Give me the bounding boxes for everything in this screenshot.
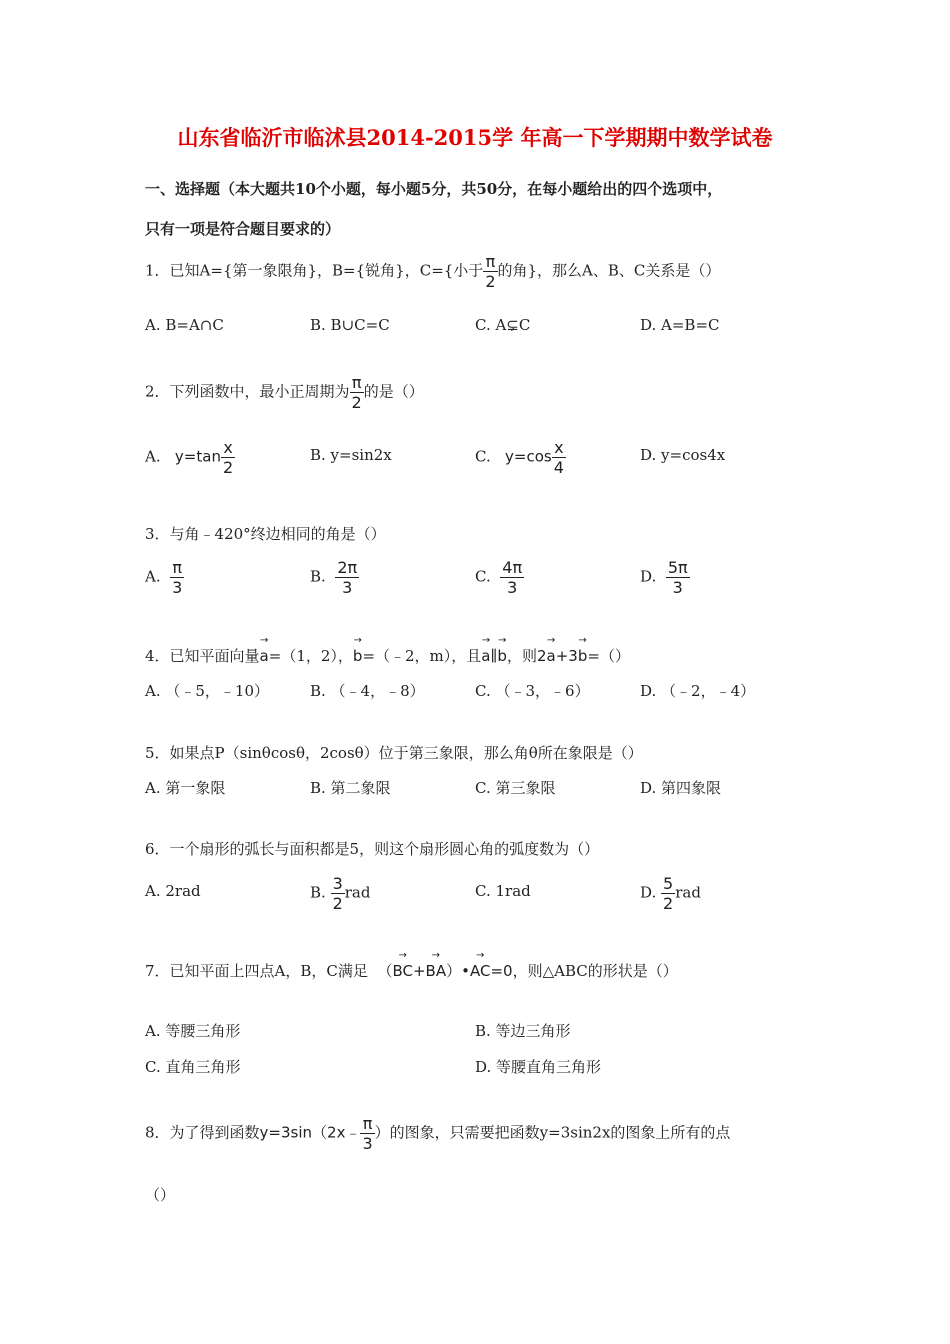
option-label: B. (310, 567, 326, 586)
coefficient: 2 (536, 647, 547, 665)
option-c (475, 438, 566, 477)
coefficient: +3 (555, 647, 578, 665)
option-d: D. y=cos4x (640, 446, 726, 464)
numerator: x (223, 438, 233, 457)
vector-a: → a (547, 647, 556, 665)
option-fraction (335, 558, 359, 597)
question-3: 3．与角﹣420°终边相同的角是（） (145, 525, 386, 543)
option-expr: y=cos (505, 447, 552, 466)
option-fraction (170, 558, 184, 597)
question-8-fraction (360, 1114, 374, 1153)
function-expr: y=3sin（2x﹣ (259, 1123, 361, 1142)
option-b: B. 等边三角形 (475, 1022, 571, 1040)
numerator: 2π (337, 558, 358, 577)
question-4-text: =（1，2）， (268, 647, 353, 665)
option-d: D. A=B=C (640, 316, 720, 334)
denominator: 3 (172, 578, 183, 597)
plus-sign: + (412, 962, 426, 980)
option-label: D. (640, 883, 657, 902)
question-7-text-end: ，则△ABC的形状是（） (512, 962, 678, 980)
unit: rad (344, 883, 371, 902)
section-heading: 一、选择题（本大题共10个小题，每小题5分，共50分，在每小题给出的四个选项中， (145, 180, 723, 198)
denominator: 3 (335, 577, 359, 597)
option-c: C. A⊊C (475, 316, 531, 334)
numerator: π (362, 1114, 373, 1133)
option-c: C. 第三象限 (475, 779, 556, 797)
numerator: 3 (332, 874, 343, 893)
paren-close-dot: ）• (446, 962, 470, 980)
option-b: B. 第二象限 (310, 779, 391, 797)
denominator: 2 (351, 393, 362, 412)
equals-zero: =0 (490, 962, 513, 980)
vector-a: → a (481, 647, 490, 665)
option-a: A. B=A∩C (145, 316, 224, 334)
option-a: A. （﹣5，﹣10） (145, 682, 269, 700)
question-6: 6．一个扇形的弧长与面积都是5，则这个扇形圆心角的弧度数为（） (145, 840, 600, 858)
option-a (145, 438, 235, 477)
option-fraction (661, 874, 675, 913)
option-c: C. 直角三角形 (145, 1058, 241, 1076)
option-label: A. (145, 447, 161, 466)
option-d: D. 等腰直角三角形 (475, 1058, 602, 1076)
function-expr-close: ） (374, 1123, 390, 1142)
denominator: 4 (553, 458, 564, 477)
vector-b: → b (353, 647, 363, 665)
question-7-text: 7．已知平面上四点A，B，C满足 (145, 962, 368, 980)
option-fraction (500, 558, 524, 597)
option-c (475, 558, 524, 597)
question-5: 5．如果点P（sinθcosθ，2cosθ）位于第三象限，那么角θ所在象限是（） (145, 744, 643, 762)
question-8-answer-paren: （） (145, 1186, 176, 1204)
option-label: C. (475, 447, 491, 466)
option-a: A. 第一象限 (145, 779, 226, 797)
numerator: x (554, 438, 564, 457)
question-2-fraction (350, 373, 364, 412)
option-expr: y=tan (174, 447, 221, 466)
numerator: π (172, 558, 183, 577)
vector-ba: → BA (426, 962, 447, 980)
denominator: 2 (332, 894, 343, 913)
denominator: 2 (485, 272, 496, 291)
denominator: 2 (222, 458, 234, 477)
question-7 (145, 960, 678, 981)
numerator: π (351, 373, 362, 392)
unit: rad (675, 883, 701, 902)
option-label: C. (475, 567, 491, 586)
question-4-text: =（﹣2，m），且 (362, 647, 482, 665)
question-2-text-end: 的是（） (363, 382, 424, 401)
option-label: B. (310, 883, 326, 902)
option-b: B. y=sin2x (310, 446, 392, 464)
numerator: π (485, 252, 496, 271)
option-d: D. 第四象限 (640, 779, 722, 797)
question-2 (145, 373, 424, 412)
option-label: A. (145, 567, 161, 586)
numerator: 5 (663, 874, 674, 893)
option-a (145, 558, 184, 597)
option-fraction (221, 438, 235, 477)
question-1-text-end: 的角}，那么A、B、C关系是（） (497, 261, 721, 280)
option-c: C. 1rad (475, 882, 531, 900)
question-2-text: 2．下列函数中，最小正周期为 (145, 382, 350, 401)
question-4 (145, 645, 630, 666)
option-c: C. （﹣3，﹣6） (475, 682, 590, 700)
denominator: 3 (666, 577, 690, 597)
question-1-fraction (483, 252, 497, 291)
question-4-text: 4．已知平面向量 (145, 647, 260, 665)
option-d (640, 874, 701, 913)
option-a: A. 2rad (145, 882, 201, 900)
denominator: 2 (663, 894, 674, 913)
question-4-text-end: =（） (587, 647, 630, 665)
option-d: D. （﹣2，﹣4） (640, 682, 756, 700)
vector-bc: → BC (392, 962, 413, 980)
denominator: 3 (362, 1134, 373, 1153)
vector-a: → a (260, 647, 269, 665)
vector-b: → b (578, 647, 588, 665)
option-fraction (552, 438, 566, 477)
denominator: 3 (500, 577, 524, 597)
question-8 (145, 1114, 730, 1153)
option-label: D. (640, 567, 657, 586)
question-1-text: 1．已知A={第一象限角}，B={锐角}，C={小于 (145, 261, 484, 280)
option-d (640, 558, 690, 597)
numerator: 5π (667, 558, 688, 577)
option-b: B. （﹣4，﹣8） (310, 682, 425, 700)
option-a: A. 等腰三角形 (145, 1022, 241, 1040)
vector-ac: → AC (470, 962, 490, 980)
option-b (310, 558, 359, 597)
question-4-text: ，则 (506, 647, 537, 665)
page-title: 山东省临沂市临沭县2014-2015学 年高一下学期期中数学试卷 (177, 125, 773, 150)
question-1 (145, 252, 720, 291)
question-8-text: 8．为了得到函数 (145, 1123, 260, 1142)
option-fraction (666, 558, 690, 597)
numerator: 4π (502, 558, 523, 577)
paren-open: （ (377, 962, 393, 980)
vector-b: → b (497, 647, 507, 665)
option-b (310, 874, 370, 913)
option-b: B. B∪C=C (310, 316, 390, 334)
question-8-text-end: 的图象，只需要把函数y=3sin2x的图象上所有的点 (389, 1123, 731, 1142)
option-fraction (331, 874, 345, 913)
section-heading-cont: 只有一项是符合题目要求的） (145, 220, 341, 238)
parallel-symbol: ∥ (490, 647, 498, 665)
